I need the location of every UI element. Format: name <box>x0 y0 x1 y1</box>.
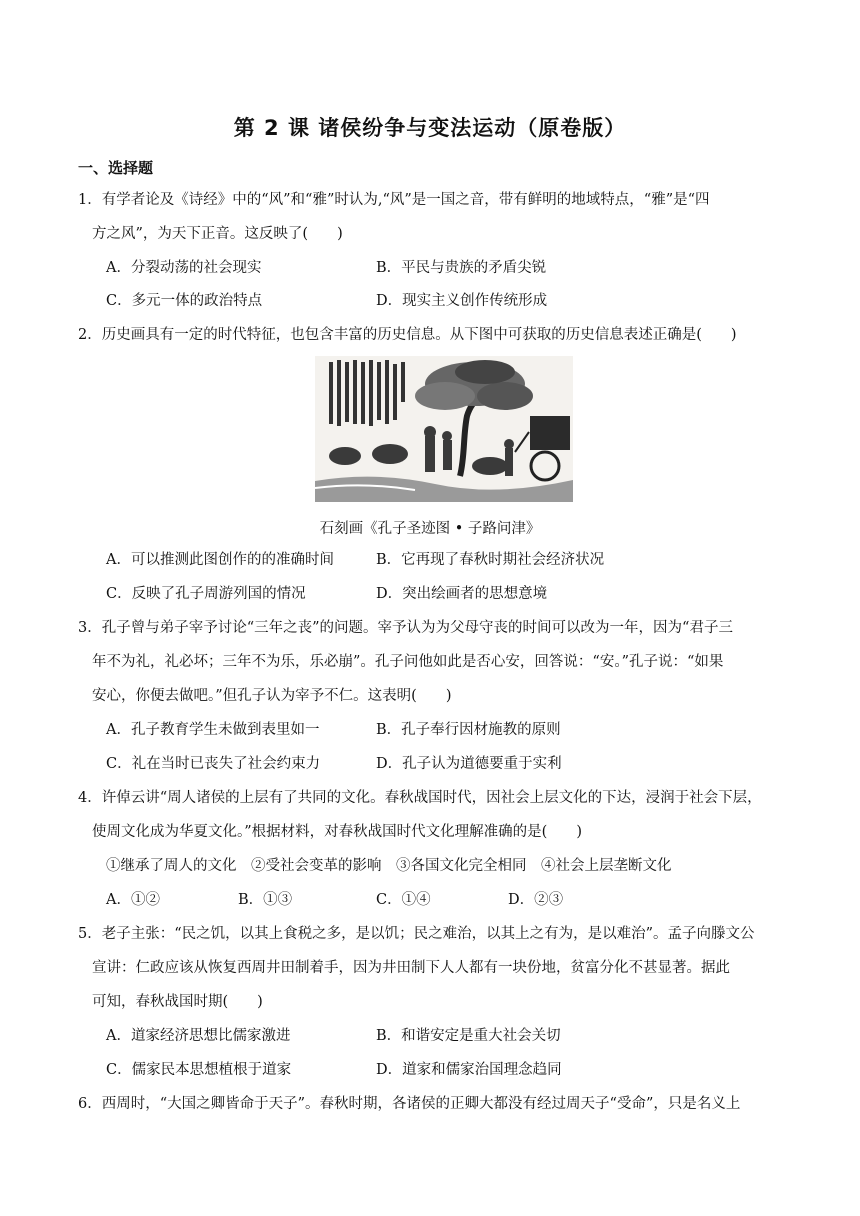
q4-statements: ①继承了周人的文化 ②受社会变革的影响 ③各国文化完全相同 ④社会上层垄断文化 <box>106 858 672 874</box>
page-title: 第 2 课 诸侯纷争与变法运动（原卷版） <box>233 116 627 140</box>
q3-option-d: D．孔子认为道德要重于实利 <box>376 756 562 772</box>
q3-stem-line-1: 3．孔子曾与弟子宰予讨论“三年之丧”的问题。宰予认为为父母守丧的时间可以改为一年，因为“君子三 <box>78 620 733 636</box>
q1-stem-line-2: 方之风”，为天下正音。这反映了( ) <box>92 226 343 242</box>
q2-option-b: B．它再现了春秋时期社会经济状况 <box>376 552 605 568</box>
q2-stem-line-1: 2．历史画具有一定的时代特征，也包含丰富的历史信息。从下图中可获取的历史信息表述正确是( ) <box>78 327 737 343</box>
q4-stem-line-2: 使周文化成为华夏文化。”根据材料，对春秋战国时代文化理解准确的是( ) <box>92 824 582 840</box>
stone-carving-image <box>315 356 573 502</box>
q1-option-c: C．多元一体的政治特点 <box>106 293 263 309</box>
q6-stem-line-1: 6．西周时，“大国之卿皆命于天子”。春秋时期，各诸侯的正卿大都没有经过周天子“受命”，只是名义上 <box>78 1096 741 1112</box>
q3-stem-line-2: 年不为礼，礼必坏；三年不为乐，乐必崩”。孔子问他如此是否心安，回答说：“安。”孔子说：“如果 <box>92 654 724 670</box>
q2-option-a: A．可以推测此图创作的的准确时间 <box>106 552 334 568</box>
q1-stem-line-1: 1．有学者论及《诗经》中的“风”和“雅”时认为,“风”是一国之音，带有鲜明的地域特点，“雅”是“四 <box>78 192 710 208</box>
q2-option-c: C．反映了孔子周游列国的情况 <box>106 586 306 602</box>
q4-option-b: B．①③ <box>238 892 293 908</box>
q5-option-d: D．道家和儒家治国理念趋同 <box>376 1062 562 1078</box>
q3-option-a: A．孔子教育学生未做到表里如一 <box>106 722 320 738</box>
q5-option-a: A．道家经济思想比儒家激进 <box>106 1028 291 1044</box>
q2-option-d: D．突出绘画者的思想意境 <box>376 586 548 602</box>
q1-option-a: A．分裂动荡的社会现实 <box>106 260 262 276</box>
q3-option-b: B．孔子奉行因材施教的原则 <box>376 722 561 738</box>
q5-option-b: B．和谐安定是重大社会关切 <box>376 1028 561 1044</box>
q1-option-b: B．平民与贵族的矛盾尖锐 <box>376 260 547 276</box>
q4-option-c: C．①④ <box>376 892 431 908</box>
q5-stem-line-3: 可知，春秋战国时期( ) <box>92 994 263 1010</box>
q5-stem-line-1: 5．老子主张：“民之饥，以其上食税之多，是以饥；民之难治，以其上之有为，是以难治”。孟子向滕文公 <box>78 926 755 942</box>
q1-option-d: D．现实主义创作传统形成 <box>376 293 548 309</box>
q5-option-c: C．儒家民本思想植根于道家 <box>106 1062 292 1078</box>
figure-caption: 石刻画《孔子圣迹图 • 子路问津》 <box>319 521 541 537</box>
q3-option-c: C．礼在当时已丧失了社会约束力 <box>106 756 321 772</box>
q4-option-d: D．②③ <box>508 892 564 908</box>
q3-stem-line-3: 安心，你便去做吧。”但孔子认为宰予不仁。这表明( ) <box>92 688 452 704</box>
q5-stem-line-2: 宣讲：仁政应该从恢复西周井田制着手，因为井田制下人人都有一块份地，贫富分化不甚显著。据此 <box>92 960 730 976</box>
section-heading: 一、选择题 <box>78 159 154 177</box>
q4-stem-line-1: 4．许倬云讲“周人诸侯的上层有了共同的文化。春秋战国时代，因社会上层文化的下达，浸润于社会下层， <box>78 790 762 806</box>
q4-option-a: A．①② <box>106 892 160 908</box>
